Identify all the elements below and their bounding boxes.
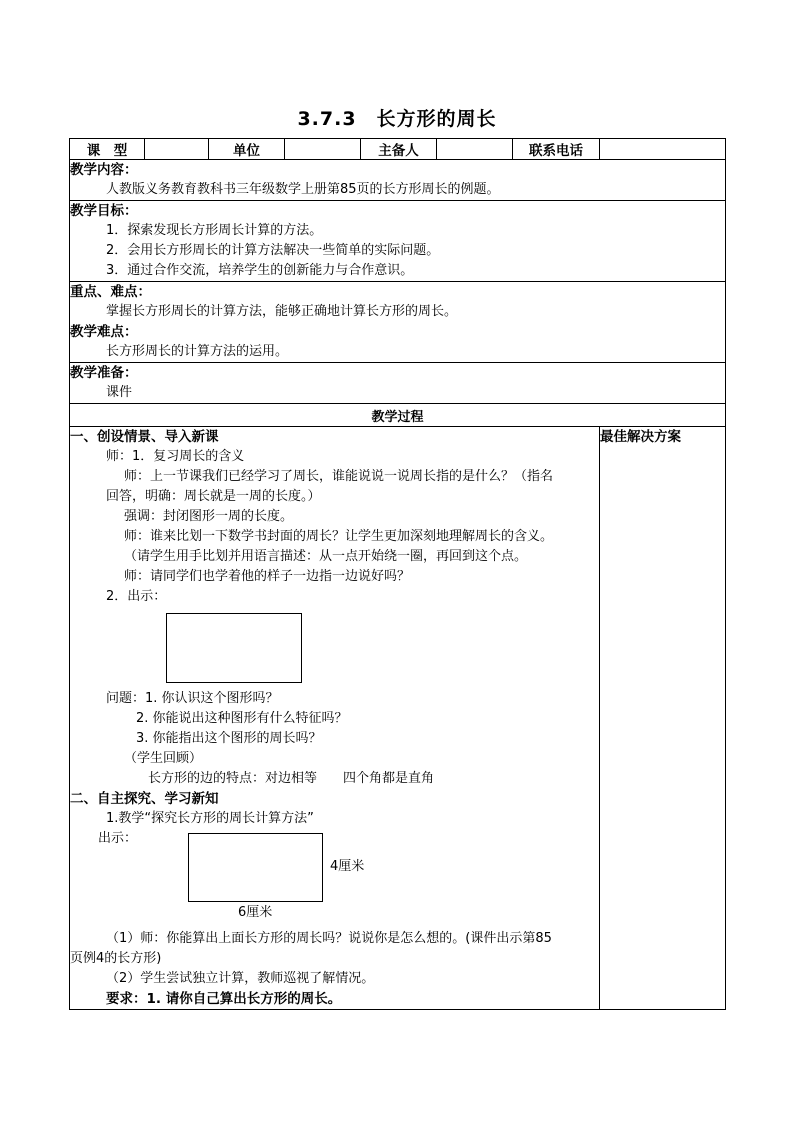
process-line: （请学生用手比划并用语言描述：从一点开始绕一圈，再回到这个点。 bbox=[124, 549, 528, 564]
process-line: 师：谁来比划一下数学书封面的周长？让学生更加深刻地理解周长的含义。 bbox=[124, 529, 554, 544]
rectangle-figure bbox=[166, 613, 302, 683]
prep-text: 课件 bbox=[106, 385, 133, 400]
goal-item: 2．会用长方形周长的计算方法解决一些简单的实际问题。 bbox=[106, 243, 440, 258]
process-line: （2）学生尝试独立计算，教师巡视了解情况。 bbox=[106, 971, 375, 986]
unit-value[interactable] bbox=[285, 139, 361, 160]
best-solution-heading: 最佳解决方案 bbox=[600, 429, 681, 445]
process-heading: 教学过程 bbox=[70, 404, 726, 427]
difficulty-text: 长方形周长的计算方法的运用。 bbox=[106, 344, 289, 359]
key-heading: 重点、难点： bbox=[70, 284, 151, 300]
process-line: 页例4的长方形) bbox=[70, 951, 162, 966]
prep-heading: 教学准备： bbox=[70, 365, 138, 381]
lesson-plan-table bbox=[69, 138, 726, 1010]
goal-item: 3．通过合作交流，培养学生的创新能力与合作意识。 bbox=[106, 263, 414, 278]
key-text: 掌握长方形周长的计算方法，能够正确地计算长方形的周长。 bbox=[106, 304, 458, 319]
phone-value[interactable] bbox=[600, 139, 726, 160]
goal-item: 1．探索发现长方形周长计算的方法。 bbox=[106, 223, 323, 238]
process-body-row bbox=[70, 427, 726, 1010]
process-line: 强调：封闭图形一周的长度。 bbox=[124, 509, 294, 524]
side-length-label: 4厘米 bbox=[330, 859, 365, 874]
question-item: 问题：1. 你认识这个图形吗？ bbox=[106, 691, 279, 706]
process-line: （学生回顾） bbox=[124, 751, 203, 766]
phone-label: 联系电话 bbox=[513, 139, 600, 160]
process-line: 长方形的边的特点：对边相等 四个角都是直角 bbox=[148, 771, 435, 786]
content-text: 人教版义务教育教科书三年级数学上册第85页的长方形周长的例题。 bbox=[106, 182, 500, 197]
process-line: （1）师：你能算出上面长方形的周长吗？说说你是怎么想的。(课件出示第85 bbox=[106, 931, 552, 946]
preparer-label: 主备人 bbox=[361, 139, 437, 160]
page-title: 3.7.3 长方形的周长 bbox=[297, 108, 497, 130]
header-row bbox=[70, 139, 726, 160]
show-label: 出示： bbox=[98, 831, 138, 846]
question-item: 2. 你能说出这种图形有什么特征吗？ bbox=[136, 711, 348, 726]
requirement-line: 要求：1. 请你自己算出长方形的周长。 bbox=[106, 991, 342, 1007]
goals-row bbox=[70, 201, 726, 282]
process-line: 2．出示： bbox=[106, 589, 167, 604]
bottom-length-label: 6厘米 bbox=[238, 905, 273, 920]
course-type-value[interactable] bbox=[145, 139, 209, 160]
content-heading: 教学内容： bbox=[70, 162, 138, 178]
difficulty-heading: 教学难点： bbox=[70, 324, 138, 340]
process-line: 1.教学“探究长方形的周长计算方法” bbox=[106, 811, 314, 826]
rectangle-figure-labeled bbox=[70, 829, 599, 929]
course-type-label: 课 型 bbox=[70, 139, 145, 160]
process-line: 师：上一节课我们已经学习了周长，谁能说说一说周长指的是什么？（指名 bbox=[124, 469, 554, 484]
content-row bbox=[70, 160, 726, 201]
question-item: 3. 你能指出这个图形的周长吗？ bbox=[136, 731, 322, 746]
prep-row bbox=[70, 363, 726, 404]
section2-heading: 二、自主探究、学习新知 bbox=[70, 791, 219, 807]
key-row bbox=[70, 282, 726, 363]
process-heading-row bbox=[70, 404, 726, 427]
goals-heading: 教学目标： bbox=[70, 203, 138, 219]
preparer-value[interactable] bbox=[437, 139, 513, 160]
process-line: 师：请同学们也学着他的样子一边指一边说好吗？ bbox=[124, 569, 411, 584]
process-line: 师：1．复习周长的含义 bbox=[106, 449, 245, 464]
process-line: 回答，明确：周长就是一周的长度。） bbox=[106, 489, 321, 504]
rectangle-figure bbox=[188, 833, 323, 902]
section1-heading: 一、创设情景、导入新课 bbox=[70, 429, 219, 445]
unit-label: 单位 bbox=[209, 139, 285, 160]
